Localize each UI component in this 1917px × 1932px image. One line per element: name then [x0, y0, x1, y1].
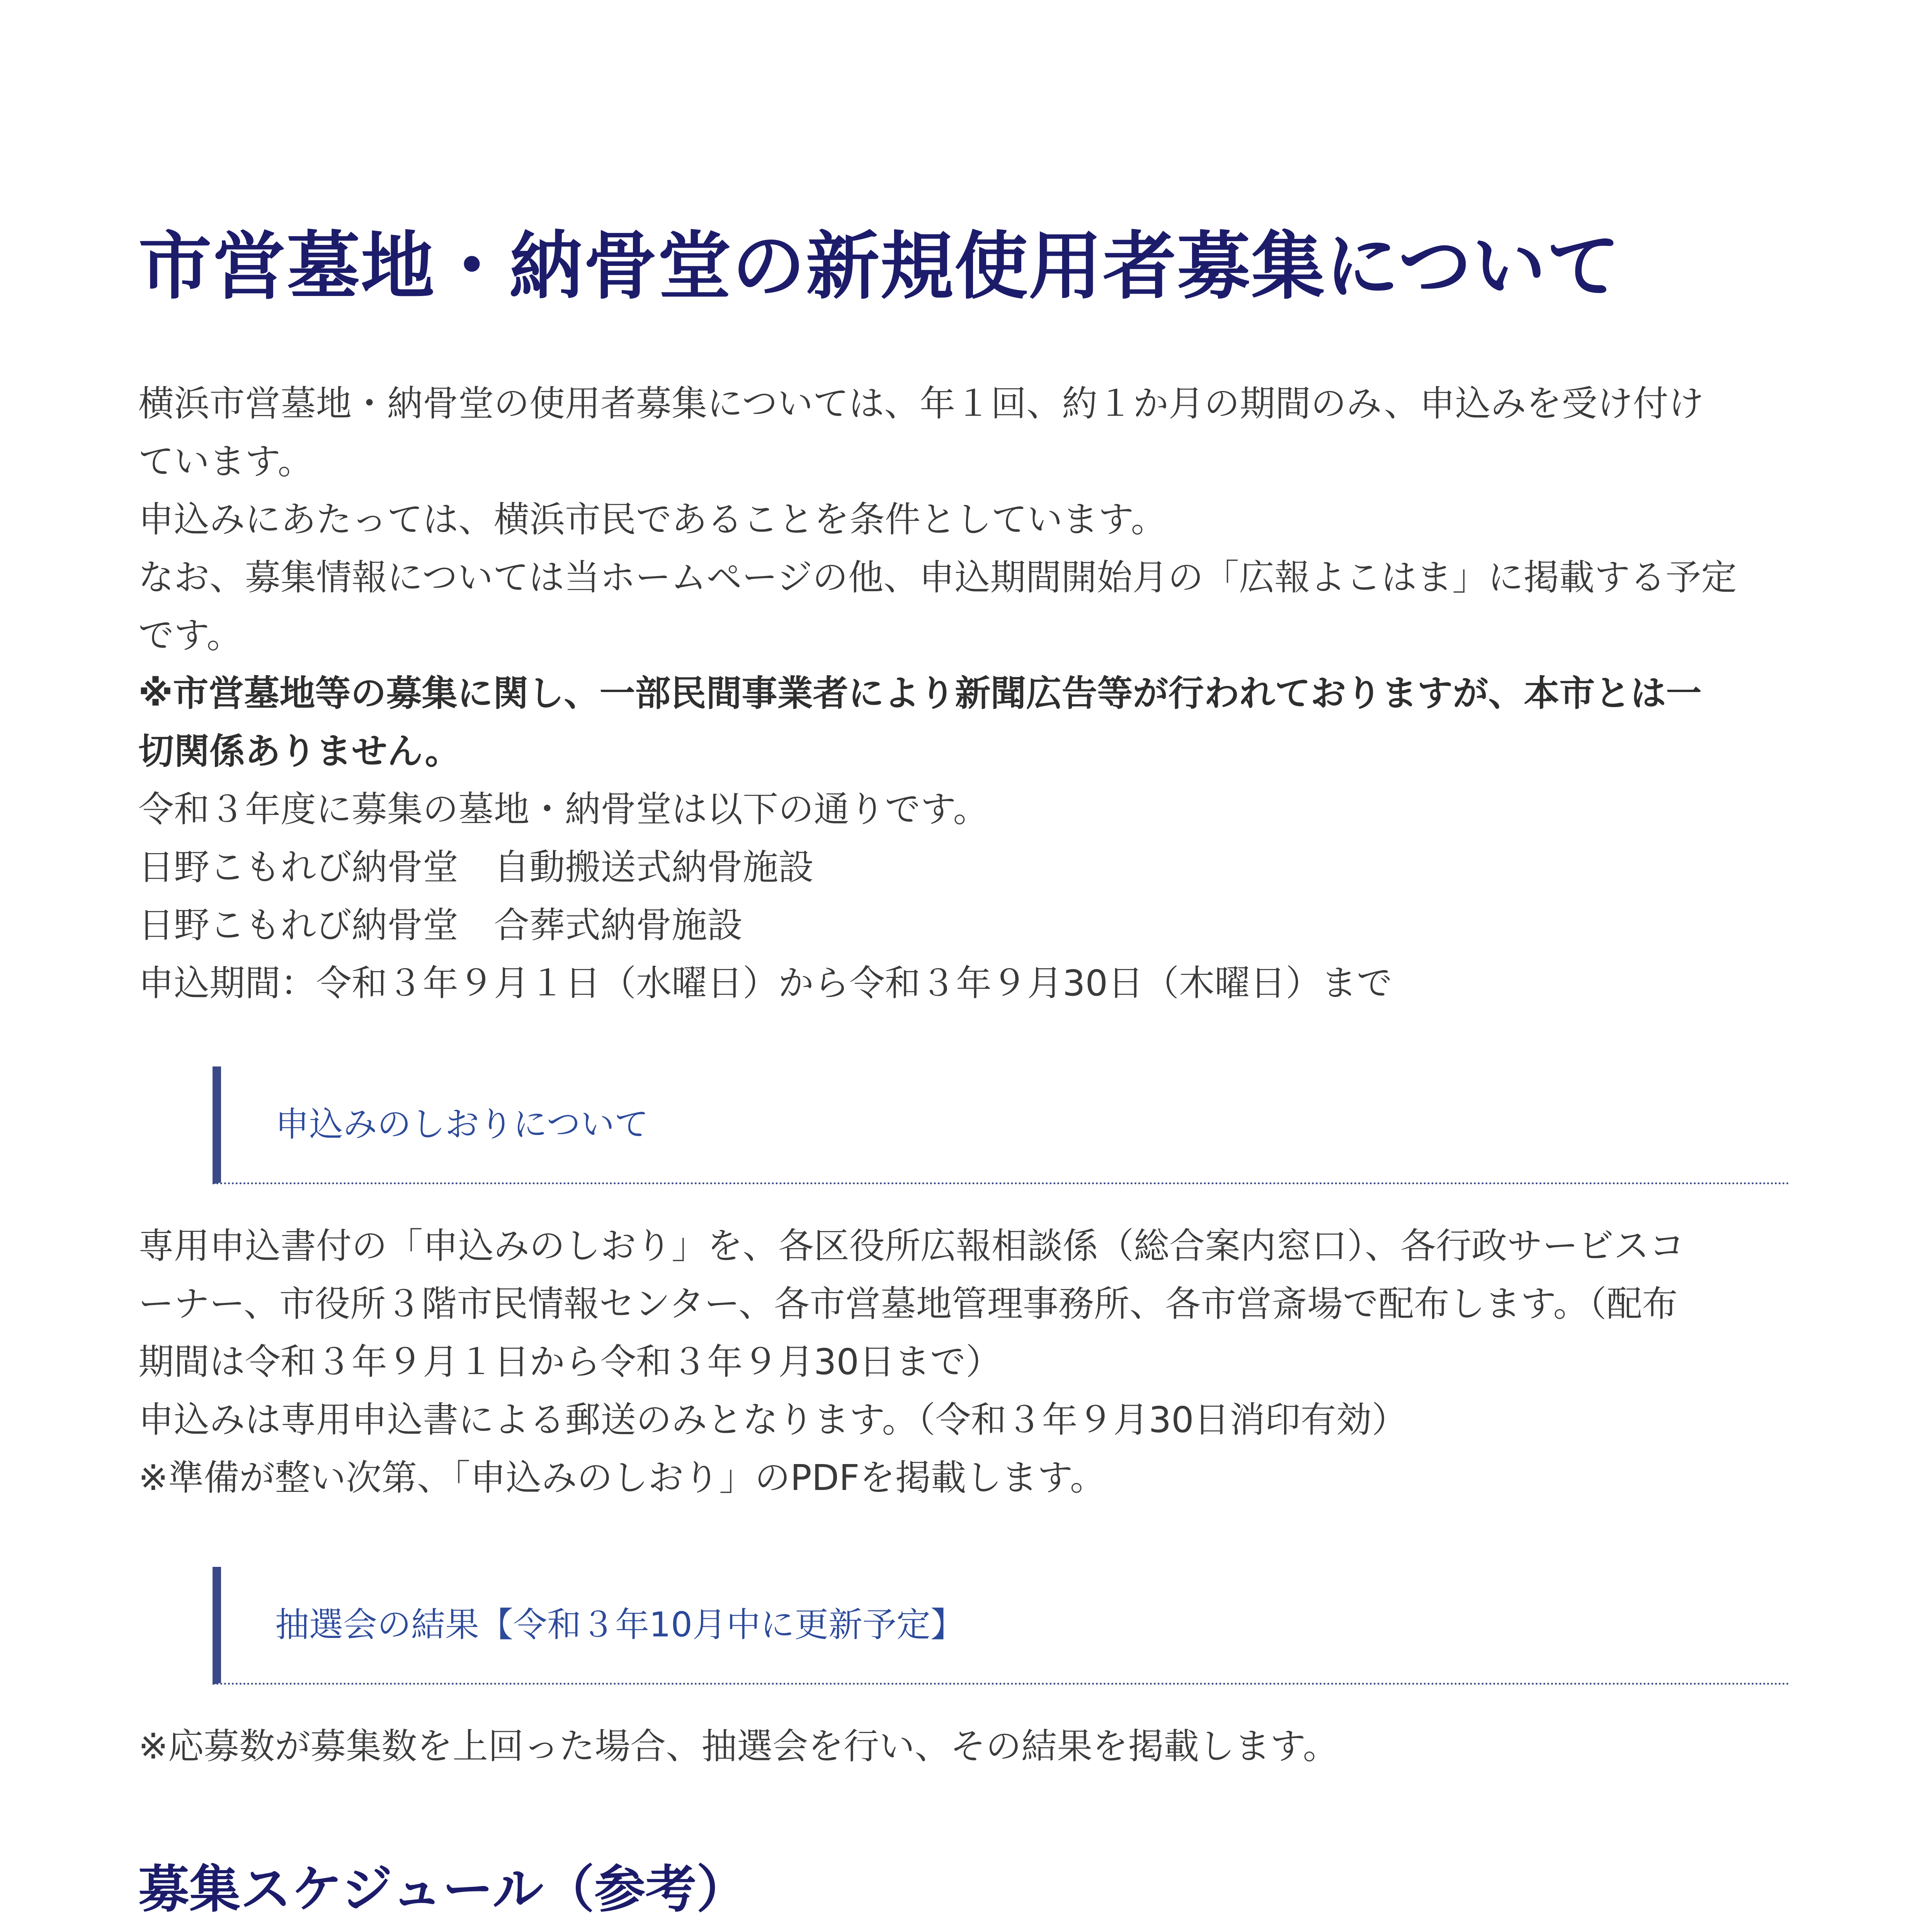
section-heading-text: 申込みのしおりについて	[275, 1104, 649, 1144]
intro-line: ています。	[138, 441, 313, 482]
intro-line: なお、募集情報については当ホームページの他、申込期間開始月の「広報よこはま」に掲載する予定	[138, 557, 1737, 598]
guide-line: 期間は令和３年９月１日から令和３年９月30日まで）	[138, 1341, 1002, 1383]
schedule-heading: 募集スケジュール（参考）	[138, 1860, 748, 1919]
intro-line: です。	[138, 615, 242, 656]
facility-line: 日野こもれび納骨堂 合葬式納骨施設	[138, 905, 743, 946]
lottery-section	[138, 1718, 1800, 1776]
intro-line: 横浜市営墓地・納骨堂の使用者募集については、年１回、約１か月の期間のみ、申込みを受け付け	[138, 383, 1704, 424]
section-heading-guide	[213, 1066, 1790, 1184]
guide-line: 専用申込書付の「申込みのしおり」を、各区役所広報相談係（総合案内窓口）、各行政サービスコ	[138, 1225, 1685, 1267]
page-title: 市営墓地・納骨堂の新規使用者募集について	[138, 224, 1621, 309]
application-period-line: 申込期間：令和３年９月１日（水曜日）から令和３年９月30日（木曜日）まで	[138, 963, 1393, 1004]
intro-line: 申込みにあたっては、横浜市民であることを条件としています。	[138, 499, 1167, 540]
section-heading-text: 抽選会の結果【令和３年10月中に更新予定】	[275, 1605, 964, 1645]
notice-line: 切関係ありません。	[138, 731, 461, 772]
intro-section	[138, 375, 1800, 1012]
notice-line: ※市営墓地等の募集に関し、一部民間事業者により新聞広告等が行われておりますが、本市とは一	[138, 673, 1702, 714]
facility-line: 日野こもれび納骨堂 自動搬送式納骨施設	[138, 847, 814, 888]
guide-line: 申込みは専用申込書による郵送のみとなります。（令和３年９月30日消印有効）	[138, 1399, 1407, 1440]
guide-section	[138, 1217, 1800, 1507]
facility-intro-line: 令和３年度に募集の墓地・納骨堂は以下の通りです。	[138, 789, 989, 830]
lottery-line: ※応募数が募集数を上回った場合、抽選会を行い、その結果を掲載します。	[138, 1726, 1339, 1767]
guide-line: ※準備が整い次第、「申込みのしおり」のPDFを掲載します。	[138, 1457, 1106, 1498]
guide-line: ーナー、市役所３階市民情報センター、各市営墓地管理事務所、各市営斎場で配布します。（配布	[138, 1283, 1678, 1325]
section-heading-lottery	[213, 1567, 1790, 1685]
